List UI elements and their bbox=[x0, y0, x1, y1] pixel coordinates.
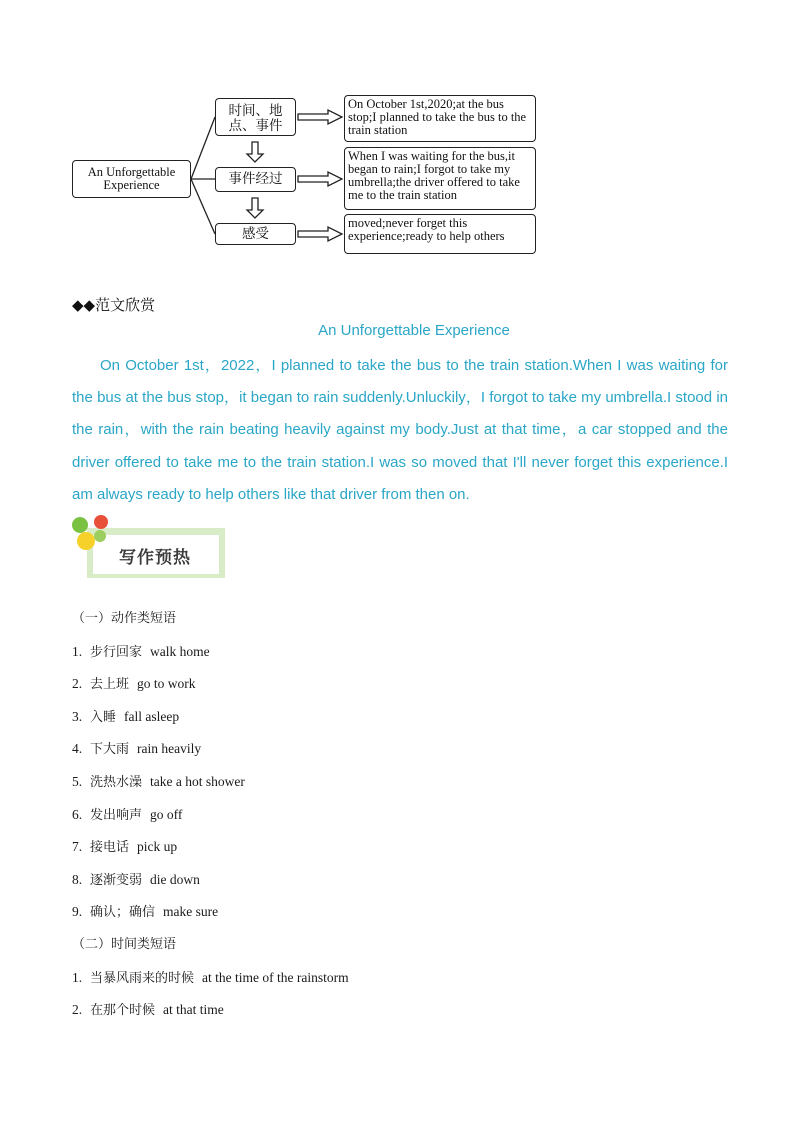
list-item: 9. 确认；确信 make sure bbox=[72, 904, 219, 921]
arrow-down-2 bbox=[247, 198, 263, 218]
mind-map-detail-2: When I was waiting for the bus,it began to rain;I forgot to take my umbrella;the driver offered to take me to the train station bbox=[344, 147, 536, 210]
list-item: 4. 下大雨 rain heavily bbox=[72, 741, 202, 758]
mind-map-node-time-place: 时间、地点、事件 bbox=[215, 98, 296, 136]
branch-line-3 bbox=[191, 179, 215, 234]
list-item: 2. 在那个时候 at that time bbox=[72, 1002, 224, 1019]
arrow-right-1 bbox=[298, 110, 342, 124]
list-item: 7. 接电话 pick up bbox=[72, 839, 178, 856]
green-small-petal-icon bbox=[94, 530, 106, 542]
section-title-time: （二）时间类短语 bbox=[72, 936, 177, 952]
arrow-right-2 bbox=[298, 172, 342, 186]
list-item: 8. 逐渐变弱 die down bbox=[72, 871, 200, 888]
arrow-right-3 bbox=[298, 227, 342, 241]
writing-warmup-banner bbox=[72, 515, 228, 579]
list-item: 1. 当暴风雨来的时候 at the time of the rainstorm bbox=[72, 969, 349, 986]
arrow-down-1 bbox=[247, 142, 263, 162]
list-item: 6. 发出响声 go off bbox=[72, 806, 183, 823]
list-item: 2. 去上班 go to work bbox=[72, 676, 196, 693]
mind-map-root: An Unforgettable Experience bbox=[72, 160, 191, 198]
essay-title: An Unforgettable Experience bbox=[318, 322, 510, 339]
green-petal-icon bbox=[72, 517, 88, 533]
red-petal-icon bbox=[94, 515, 108, 529]
list-item: 5. 洗热水澡 take a hot shower bbox=[72, 773, 245, 790]
list-item: 3. 入睡 fall asleep bbox=[72, 708, 180, 725]
banner-label: 写作预热 bbox=[119, 548, 191, 568]
mind-map-node-feeling: 感受 bbox=[215, 223, 296, 245]
essay-body: On October 1st，2022，I planned to take the bus to the train station.When I was waiting for the bus at the bus stop，it began to rain suddenly.Unluckily，I forgot to take my umbrella.I stood in the rain，with the rain beating heavily against my body.Just at that time，a car stopped and the driver offered to take me to the train station.I was so moved that I'll never forget this experience.I am always ready to help others like that driver from then on. bbox=[72, 357, 728, 503]
mind-map bbox=[70, 92, 540, 262]
mind-map-node-process: 事件经过 bbox=[215, 167, 296, 192]
model-essay-heading: ◆◆范文欣赏 bbox=[72, 296, 156, 314]
mind-map-detail-3: moved;never forget this experience;ready to help others bbox=[344, 214, 536, 254]
mind-map-detail-1: On October 1st,2020;at the bus stop;I planned to take the bus to the train station bbox=[344, 95, 536, 142]
phrase-list bbox=[72, 603, 732, 1027]
yellow-petal-icon bbox=[77, 532, 95, 550]
list-item: 1. 步行回家 walk home bbox=[72, 643, 210, 660]
branch-line-1 bbox=[191, 117, 215, 179]
section-title-actions: （一）动作类短语 bbox=[72, 611, 177, 626]
